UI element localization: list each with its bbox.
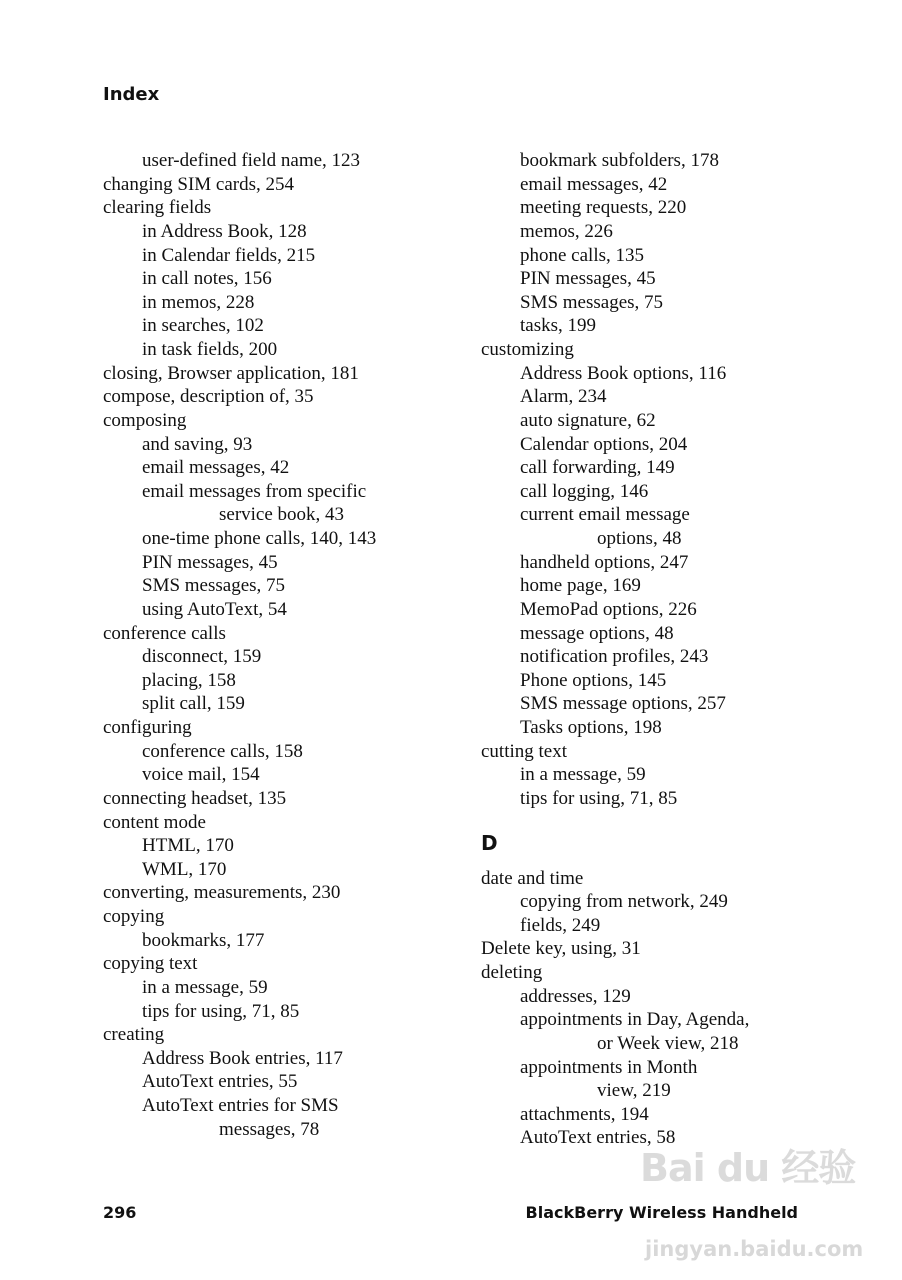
- index-entry-continuation: or Week view, 218: [597, 1032, 739, 1054]
- index-subentry: appointments in Month: [520, 1056, 698, 1078]
- index-subentry: copying from network, 249: [520, 891, 728, 913]
- index-subentry: email messages, 42: [520, 173, 668, 195]
- index-subentry: Calendar options, 204: [520, 433, 688, 455]
- index-entry: date and time: [481, 867, 584, 889]
- index-entry: changing SIM cards, 254: [103, 173, 295, 195]
- index-entry: deleting: [481, 962, 543, 983]
- index-subentry: in a message, 59: [142, 976, 268, 998]
- index-subentry: PIN messages, 45: [520, 268, 656, 290]
- index-subentry: phone calls, 135: [520, 244, 645, 266]
- index-subentry: call forwarding, 149: [520, 457, 675, 479]
- index-entry-continuation: messages, 78: [219, 1118, 320, 1140]
- index-subentry: Address Book entries, 117: [142, 1047, 343, 1069]
- index-entry: copying: [103, 906, 165, 927]
- index-subentry: placing, 158: [142, 669, 236, 691]
- index-subentry: WML, 170: [142, 858, 227, 880]
- index-subentry: disconnect, 159: [142, 646, 262, 668]
- index-entry: closing, Browser application, 181: [103, 362, 359, 384]
- index-subentry: message options, 48: [520, 622, 674, 644]
- index-subentry: handheld options, 247: [520, 551, 689, 573]
- index-subentry: in call notes, 156: [142, 268, 272, 290]
- index-subentry: fields, 249: [520, 914, 601, 936]
- index-subentry: appointments in Day, Agenda,: [520, 1009, 750, 1031]
- index-subentry: Phone options, 145: [520, 669, 667, 691]
- index-subentry: in Calendar fields, 215: [142, 244, 316, 266]
- index-subentry: one-time phone calls, 140, 143: [142, 528, 377, 549]
- index-subentry: Alarm, 234: [520, 386, 607, 408]
- index-subentry: in searches, 102: [142, 315, 264, 337]
- index-subentry: auto signature, 62: [520, 409, 656, 431]
- index-subentry: voice mail, 154: [142, 764, 260, 786]
- baidu-watermark-logo: Bai du 经验: [640, 1146, 856, 1190]
- index-subentry: in Address Book, 128: [142, 220, 307, 242]
- index-entry: creating: [103, 1024, 165, 1046]
- index-subentry: meeting requests, 220: [520, 197, 687, 219]
- index-entry: content mode: [103, 811, 206, 833]
- index-entry-continuation: view, 219: [597, 1080, 671, 1102]
- book-title: BlackBerry Wireless Handheld: [525, 1203, 798, 1222]
- index-subentry: user-defined field name, 123: [142, 150, 361, 171]
- index-entry: cutting text: [481, 740, 568, 762]
- index-subentry: email messages, 42: [142, 457, 290, 479]
- index-subentry: SMS message options, 257: [520, 693, 726, 715]
- index-subentry: using AutoText, 54: [142, 598, 287, 620]
- running-header: Index: [103, 84, 160, 105]
- index-entry: Delete key, using, 31: [481, 938, 641, 960]
- index-subentry: and saving, 93: [142, 433, 253, 455]
- index-subentry: home page, 169: [520, 575, 641, 597]
- index-subentry: HTML, 170: [142, 835, 234, 857]
- index-subentry: AutoText entries, 58: [520, 1127, 676, 1149]
- index-subentry: SMS messages, 75: [142, 575, 286, 597]
- index-subentry: in a message, 59: [520, 764, 646, 786]
- index-entry: conference calls: [103, 622, 226, 644]
- index-subentry: conference calls, 158: [142, 740, 303, 762]
- page-number: 296: [103, 1203, 137, 1222]
- index-subentry: call logging, 146: [520, 480, 649, 502]
- index-entry: composing: [103, 409, 187, 431]
- index-subentry: MemoPad options, 226: [520, 598, 697, 620]
- section-letter-heading: D: [481, 830, 498, 855]
- index-entry-continuation: service book, 43: [219, 504, 345, 526]
- index-subentry: memos, 226: [520, 220, 613, 242]
- index-subentry: split call, 159: [142, 693, 245, 715]
- index-entry: connecting headset, 135: [103, 787, 287, 809]
- baidu-watermark-url: jingyan.baidu.com: [645, 1237, 864, 1261]
- index-entry: copying text: [103, 953, 198, 975]
- index-entry: customizing: [481, 339, 574, 360]
- index-subentry: tips for using, 71, 85: [520, 787, 678, 809]
- index-subentry: bookmarks, 177: [142, 929, 265, 951]
- index-entry: clearing fields: [103, 197, 212, 219]
- index-entry-continuation: options, 48: [597, 528, 682, 549]
- index-subentry: tasks, 199: [520, 315, 596, 337]
- index-subentry: addresses, 129: [520, 985, 631, 1007]
- index-entry: converting, measurements, 230: [103, 882, 341, 904]
- index-subentry: AutoText entries for SMS: [142, 1095, 339, 1116]
- index-subentry: in task fields, 200: [142, 339, 278, 360]
- index-subentry: email messages from specific: [142, 480, 367, 502]
- index-subentry: bookmark subfolders, 178: [520, 150, 719, 171]
- index-entry: compose, description of, 35: [103, 386, 314, 408]
- index-column-right: [481, 149, 861, 1150]
- index-subentry: Address Book options, 116: [520, 362, 727, 384]
- index-subentry: PIN messages, 45: [142, 551, 278, 573]
- index-subentry: notification profiles, 243: [520, 646, 709, 668]
- index-subentry: current email message: [520, 504, 690, 526]
- index-entry: configuring: [103, 717, 192, 738]
- index-subentry: Tasks options, 198: [520, 717, 662, 738]
- index-subentry: attachments, 194: [520, 1103, 649, 1125]
- index-subentry: in memos, 228: [142, 291, 255, 313]
- index-column-left: [103, 149, 473, 1141]
- index-subentry: AutoText entries, 55: [142, 1071, 298, 1093]
- index-subentry: tips for using, 71, 85: [142, 1000, 300, 1022]
- index-subentry: SMS messages, 75: [520, 291, 664, 313]
